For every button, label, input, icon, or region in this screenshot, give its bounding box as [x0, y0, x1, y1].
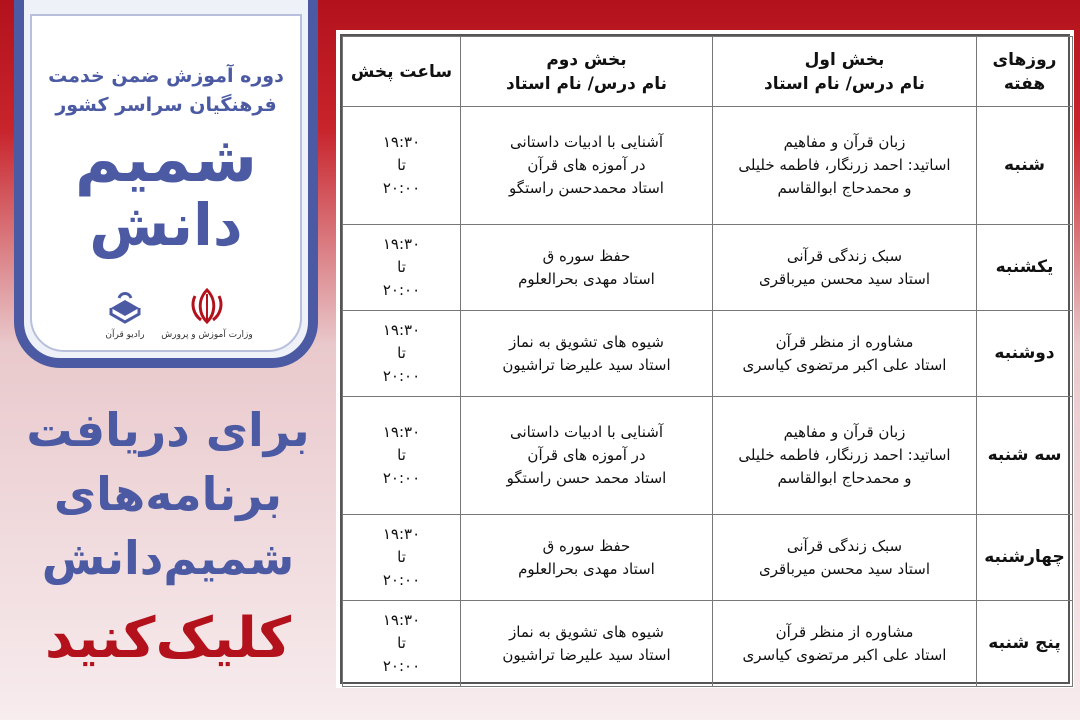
lesson-line: استاد مهدی بحرالعلوم [518, 559, 655, 578]
header-day-line2: هفته [1003, 73, 1046, 94]
part2-cell [461, 311, 713, 397]
lesson-line: سبک زندگی قرآنی [786, 536, 903, 555]
time-line: ۲۰:۰۰ [382, 367, 421, 385]
lesson-line: مشاوره از منظر قرآن [775, 622, 914, 641]
time-line: ۲۰:۰۰ [382, 571, 421, 589]
schedule-row [343, 515, 1073, 601]
lesson-line: آشنایی با ادبیات داستانی [510, 133, 663, 151]
lesson-line: زبان قرآن و مفاهیم [783, 423, 906, 441]
part1-cell [713, 397, 977, 515]
day-cell: چهارشنبه [977, 515, 1073, 601]
part2-cell [461, 397, 713, 515]
lesson-line: استاد سید علیرضا تراشیون [502, 645, 671, 664]
time-line: ۱۹:۳۰ [382, 133, 421, 151]
lesson-line: استاد علی اکبر مرتضوی کیاسری [742, 645, 947, 664]
lesson-line: استاد سید علیرضا تراشیون [502, 355, 671, 374]
time-line: تا [397, 634, 406, 652]
part1-cell [713, 107, 977, 225]
part2-cell [461, 107, 713, 225]
schedule-body [343, 107, 1073, 687]
header-part2 [461, 37, 713, 107]
lesson-line: شیوه های تشویق به نماز [509, 332, 664, 351]
time-cell [343, 311, 461, 397]
part2-cell [461, 515, 713, 601]
time-line: ۲۰:۰۰ [382, 469, 421, 487]
time-line: ۱۹:۳۰ [382, 321, 421, 339]
part1-cell [713, 225, 977, 311]
lesson-line: در آموزه های قرآن [527, 156, 646, 174]
lesson-line: استاد علی اکبر مرتضوی کیاسری [742, 355, 947, 374]
schedule-row [343, 601, 1073, 687]
time-line: ۲۰:۰۰ [382, 657, 421, 675]
time-line: ۱۹:۳۰ [382, 423, 421, 441]
header-day [977, 37, 1073, 107]
lesson-line: و محمدحاج ابوالقاسم [777, 179, 912, 197]
time-cell [343, 601, 461, 687]
part1-cell [713, 311, 977, 397]
time-line: تا [397, 156, 406, 174]
time-line: تا [397, 548, 406, 566]
schedule-row [343, 397, 1073, 515]
time-cell [343, 515, 461, 601]
lesson-line: مشاوره از منظر قرآن [775, 332, 914, 351]
lesson-line: استاد محمدحسن راستگو [509, 179, 664, 197]
time-line: ۲۰:۰۰ [382, 179, 421, 197]
lesson-line: آشنایی با ادبیات داستانی [510, 423, 663, 441]
schedule-row [343, 311, 1073, 397]
header-row [343, 37, 1073, 107]
lesson-line: و محمدحاج ابوالقاسم [777, 469, 912, 487]
time-cell [343, 397, 461, 515]
lesson-line: شیوه های تشویق به نماز [509, 622, 664, 641]
part1-cell [713, 515, 977, 601]
header-part2-line1: بخش دوم [546, 49, 627, 70]
radio-quran-icon [60, 286, 190, 326]
part2-cell [461, 601, 713, 687]
click-here-button[interactable]: کلیک‌کنید [44, 606, 292, 671]
time-line: ۱۹:۳۰ [382, 611, 421, 629]
time-cell [343, 225, 461, 311]
promo-card-inner [30, 14, 302, 352]
part1-cell [713, 601, 977, 687]
ministry-logo-caption: وزارت آموزش و پرورش [161, 330, 253, 340]
header-part2-line2: نام درس/ نام استاد [506, 73, 667, 94]
lesson-line: استاد سید محسن میرباقری [758, 269, 931, 288]
cta-line1: برای دریافت [26, 403, 310, 457]
radio-quran-logo [60, 286, 190, 340]
day-cell: پنج شنبه [977, 601, 1073, 687]
brand-title-shamim: شمیم [74, 123, 258, 197]
time-line: تا [397, 344, 406, 362]
lesson-line: در آموزه های قرآن [527, 446, 646, 464]
lesson-line: سبک زندگی قرآنی [786, 246, 903, 265]
day-cell: سه شنبه [977, 397, 1073, 515]
cta-line2: برنامه‌های [53, 467, 283, 521]
schedule-table-container [340, 34, 1070, 684]
lesson-line: زبان قرآن و مفاهیم [783, 133, 906, 151]
lesson-line: اساتید: احمد زرنگار، فاطمه خلیلی [738, 156, 951, 174]
lesson-line: استاد محمد حسن راستگو [506, 469, 667, 487]
header-time: ساعت پخش [343, 37, 461, 107]
time-line: تا [397, 446, 406, 464]
lesson-line: حفظ سوره ق [542, 246, 631, 265]
schedule-row [343, 107, 1073, 225]
lesson-line: استاد سید محسن میرباقری [758, 559, 931, 578]
logos-row [32, 286, 300, 356]
header-part1 [713, 37, 977, 107]
time-line: ۲۰:۰۰ [382, 281, 421, 299]
brand-title-danesh: دانش [89, 191, 243, 259]
lesson-line: استاد مهدی بحرالعلوم [518, 269, 655, 288]
time-line: ۱۹:۳۰ [382, 235, 421, 253]
time-cell [343, 107, 461, 225]
lesson-line: حفظ سوره ق [542, 536, 631, 555]
course-title-line2: فرهنگیان سراسر کشور [55, 94, 277, 116]
schedule-row [343, 225, 1073, 311]
day-cell: یکشنبه [977, 225, 1073, 311]
header-part1-line1: بخش اول [804, 49, 885, 70]
header-day-line1: روزهای [992, 49, 1057, 70]
lesson-line: اساتید: احمد زرنگار، فاطمه خلیلی [738, 446, 951, 464]
promo-card [14, 0, 318, 368]
radio-quran-caption: رادیو قرآن [105, 330, 145, 340]
part2-cell [461, 225, 713, 311]
day-cell: دوشنبه [977, 311, 1073, 397]
time-line: ۱۹:۳۰ [382, 525, 421, 543]
course-title-line1: دوره آموزش ضمن خدمت [48, 65, 284, 87]
schedule-table [342, 36, 1073, 687]
time-line: تا [397, 258, 406, 276]
header-part1-line2: نام درس/ نام استاد [764, 73, 925, 94]
day-cell: شنبه [977, 107, 1073, 225]
cta-line3: شمیم‌دانش [41, 531, 295, 585]
